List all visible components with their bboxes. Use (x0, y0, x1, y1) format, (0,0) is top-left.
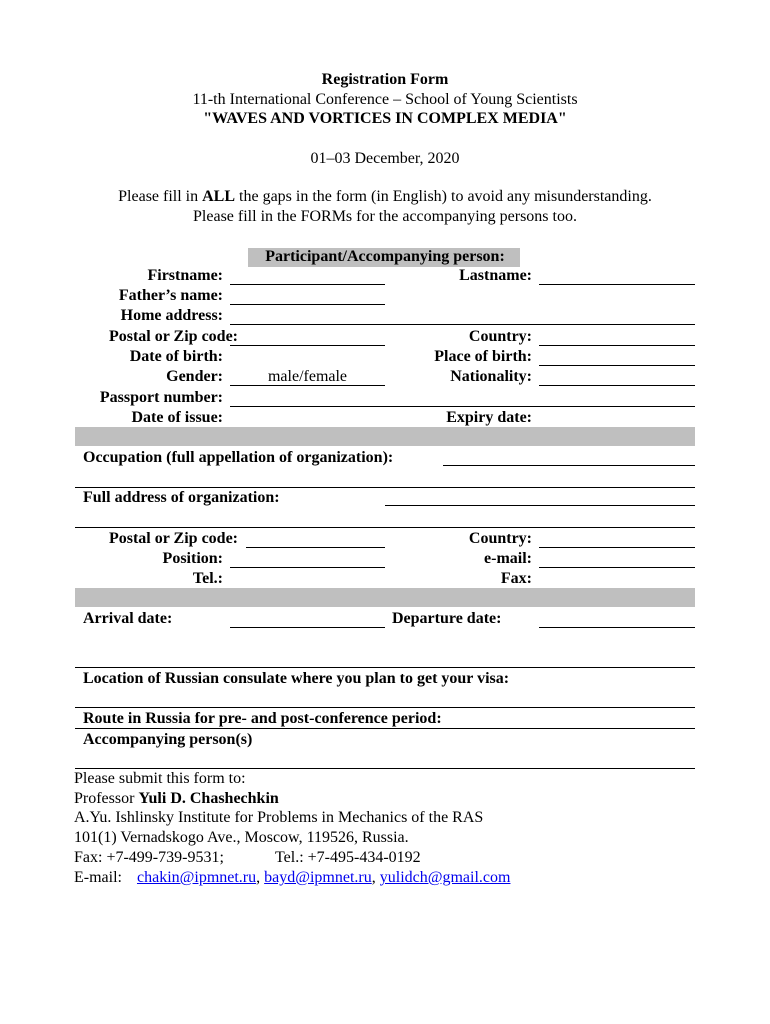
passport-number-field[interactable] (230, 388, 695, 407)
email-link-yulidch[interactable]: yulidch@gmail.com (379, 869, 511, 886)
full-address-field[interactable] (385, 487, 695, 506)
instruction-line-1 (0, 187, 770, 206)
email-link-bayd[interactable]: bayd@ipmnet.ru (264, 869, 372, 886)
section-divider-band (75, 427, 695, 446)
lastname-field[interactable] (539, 266, 695, 285)
address-line: 101(1) Vernadskogo Ave., Moscow, 119526, Russia. (74, 829, 409, 846)
participant-section-title: Participant/Accompanying person: (265, 248, 505, 265)
gender-value: male/female (267, 368, 348, 385)
institute-line: A.Yu. Ishlinsky Institute for Problems in Mechanics of the RAS (74, 809, 484, 826)
arrival-date-field[interactable] (230, 609, 385, 628)
place-of-birth-label: Place of birth: (434, 348, 532, 365)
lastname-label: Lastname: (459, 267, 532, 284)
full-address-label: Full address of organization: (83, 489, 280, 506)
occupation-field[interactable] (443, 447, 695, 466)
nationality-label: Nationality: (450, 368, 532, 385)
fathers-name-field[interactable] (230, 286, 385, 305)
full-address-line (75, 527, 695, 528)
org-country-label: Country: (468, 530, 532, 547)
departure-date-label: Departure date: (392, 610, 502, 627)
instruction-text: Please fill in (118, 188, 203, 205)
tel-line: Tel.: +7-495-434-0192 (275, 849, 421, 866)
consulate-line[interactable] (75, 707, 695, 708)
email-separator: , (256, 869, 261, 886)
nationality-field[interactable] (539, 367, 695, 386)
email-line (74, 868, 510, 887)
form-title: Registration Form (321, 71, 449, 88)
email-line-label: E-mail: (74, 869, 122, 886)
consulate-label: Location of Russian consulate where you plan to get your visa: (83, 670, 510, 687)
email-label: e-mail: (484, 550, 532, 567)
firstname-field[interactable] (230, 266, 385, 285)
professor-line (74, 789, 279, 808)
instruction-emphasis: ALL (202, 188, 236, 205)
home-address-label: Home address: (120, 307, 223, 324)
accompanying-label: Accompanying person(s) (83, 731, 253, 748)
fax-label: Fax: (500, 570, 532, 587)
fathers-name-label: Father’s name: (118, 287, 223, 304)
email-link-chakin[interactable]: chakin@ipmnet.ru (136, 869, 257, 886)
fax-line: Fax: +7-499-739-9531; (74, 849, 224, 866)
instruction-line-2: Please fill in the FORMs for the accompanying persons too. (193, 208, 577, 225)
email-separator: , (371, 869, 376, 886)
position-field[interactable] (230, 549, 385, 568)
conference-dates: 01–03 December, 2020 (310, 150, 460, 167)
country-label: Country: (468, 328, 532, 345)
route-label: Route in Russia for pre- and post-conference period: (83, 710, 442, 727)
conference-name: "WAVES AND VORTICES IN COMPLEX MEDIA" (203, 110, 567, 127)
professor-prefix: Professor (74, 790, 139, 807)
tel-label: Tel.: (192, 570, 223, 587)
place-of-birth-field[interactable] (539, 347, 695, 366)
route-line[interactable] (75, 728, 695, 729)
email-field[interactable] (539, 549, 695, 568)
date-of-birth-label: Date of birth: (129, 348, 223, 365)
departure-date-field[interactable] (539, 609, 695, 628)
consulate-top-line (75, 667, 695, 668)
firstname-label: Firstname: (147, 267, 223, 284)
passport-number-label: Passport number: (99, 389, 223, 406)
occupation-label: Occupation (full appellation of organization): (83, 449, 394, 466)
section-divider-band-2 (75, 588, 695, 607)
instruction-text-rest: the gaps in the form (in English) to avoid any misunderstanding. (235, 188, 652, 205)
expiry-date-label: Expiry date: (446, 409, 532, 426)
org-country-field[interactable] (539, 529, 695, 548)
arrival-date-label: Arrival date: (83, 610, 173, 627)
country-field[interactable] (539, 327, 695, 346)
org-postal-code-label: Postal or Zip code: (108, 530, 238, 547)
conference-line: 11-th International Conference – School of Young Scientists (192, 91, 578, 108)
gender-label: Gender: (166, 368, 223, 385)
postal-code-field[interactable] (230, 327, 385, 346)
submit-instruction: Please submit this form to: (74, 770, 246, 787)
home-address-field[interactable] (230, 306, 695, 325)
position-label: Position: (162, 550, 223, 567)
date-of-issue-label: Date of issue: (131, 409, 223, 426)
professor-name: Yuli D. Chashechkin (138, 790, 279, 807)
postal-code-label: Postal or Zip code: (108, 328, 238, 345)
org-postal-code-field[interactable] (246, 529, 385, 548)
